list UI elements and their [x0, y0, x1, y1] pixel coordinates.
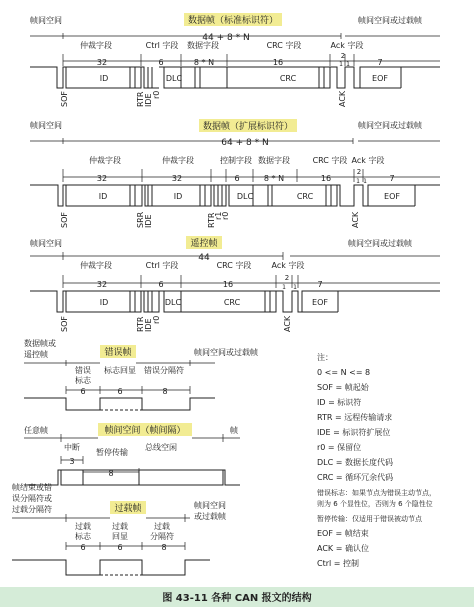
- left-label: 帧结束或错: [12, 483, 52, 492]
- notes-legend: [317, 352, 436, 568]
- bit-count: 7: [317, 280, 323, 289]
- field-label: ID: [99, 74, 109, 83]
- bit-label: RTR: [207, 212, 216, 228]
- right-label: 帧间空间或过载帧: [358, 16, 422, 25]
- ack-sub-count: 1: [282, 284, 286, 291]
- bit-count: 8: [161, 543, 167, 552]
- diagram-title: 数据帧（标准标识符）: [187, 16, 279, 26]
- bit-count: 8: [108, 469, 114, 478]
- column-label: 总线空闲: [145, 443, 177, 452]
- field-label: ID: [98, 192, 108, 201]
- bit-label: ACK: [283, 315, 292, 332]
- field-label: ID: [99, 298, 109, 307]
- left-label: 过载分隔符: [12, 505, 52, 514]
- overload-frame: [12, 482, 227, 575]
- note-line: SOF = 帧起始: [317, 383, 369, 392]
- bit-count: 6: [158, 280, 164, 289]
- group-label: Ctrl 字段: [145, 261, 179, 270]
- note-line: DLC = 数据长度代码: [317, 458, 393, 467]
- group-label: 仲裁字段: [89, 156, 121, 165]
- column-label: 标志回显: [104, 366, 136, 375]
- left-label: 任意帧: [24, 426, 48, 435]
- diagram-title: 数据帧（扩展标识符）: [202, 122, 294, 132]
- interframe-space: [24, 423, 240, 485]
- field-label: EOF: [372, 74, 388, 83]
- ack-sub-count: 1: [346, 61, 350, 68]
- group-label: 仲裁字段: [80, 41, 112, 50]
- field-label: ID: [173, 192, 183, 201]
- total-bits: 44 + 8 * N: [202, 33, 250, 43]
- bit-count: 32: [96, 280, 108, 289]
- bit-count: 6: [234, 174, 240, 183]
- ack-sub-count: 1: [339, 61, 343, 68]
- bit-count: 16: [222, 280, 234, 289]
- total-bits: 64 + 8 * N: [221, 138, 269, 148]
- bit-label: RTR: [136, 316, 145, 332]
- group-label: 仲裁字段: [80, 261, 112, 270]
- ack-sub-count: 1: [293, 284, 297, 291]
- group-label: CRC 字段: [266, 41, 302, 50]
- group-label: Ack 字段: [330, 41, 364, 50]
- right-label: 帧间空间或过载帧: [358, 121, 422, 130]
- left-label: 帧间空间: [30, 121, 62, 130]
- bit-label: ACK: [338, 90, 347, 107]
- column-label: 过载: [75, 522, 91, 531]
- note-line: r0 = 保留位: [317, 443, 362, 452]
- diagram-title: 错误帧: [104, 348, 132, 358]
- field-label: DLC: [164, 298, 182, 307]
- field-label: EOF: [312, 298, 328, 307]
- bit-count: 6: [117, 543, 123, 552]
- group-label: 控制字段: [220, 156, 252, 165]
- bit-count: 6: [117, 387, 123, 396]
- bit-label: ACK: [351, 211, 360, 228]
- diagram-title: 帧间空间（帧间隔）: [104, 426, 186, 436]
- column-label: 暂停传输: [96, 448, 128, 457]
- note-line: 暂停传输：仅适用于错误被动节点: [317, 515, 422, 523]
- column-label: 过载: [112, 522, 128, 531]
- bit-label: SOF: [60, 212, 69, 228]
- bit-count: 6: [158, 58, 164, 67]
- left-label: 数据帧或: [24, 339, 56, 348]
- diagram-title: 过载帧: [114, 504, 142, 514]
- bit-label: r0: [152, 90, 161, 99]
- note-line: EOF = 帧结束: [317, 529, 369, 538]
- group-label: Ctrl 字段: [145, 41, 179, 50]
- column-label: 分隔符: [150, 532, 174, 541]
- note-line: ID = 标识符: [317, 398, 362, 407]
- bit-label: IDE: [144, 318, 153, 332]
- error-frame: [24, 338, 259, 410]
- left-label: 遥控帧: [24, 350, 48, 359]
- note-line: IDE = 标识符扩展位: [317, 428, 391, 437]
- field-label: DLC: [165, 74, 183, 83]
- right-label: 或过载帧: [194, 512, 226, 521]
- bit-label: r0: [152, 315, 161, 324]
- note-line: 则为 6 个显性位，否则为 6 个隐性位: [317, 500, 433, 508]
- column-label: 标志: [75, 376, 91, 385]
- column-label: 标志: [75, 532, 91, 541]
- caption-text: 图 43-11 各种 CAN 报文的结构: [162, 593, 312, 604]
- notes-heading: 注：: [317, 353, 333, 362]
- bit-label: r1: [214, 211, 223, 220]
- bit-count: 6: [80, 543, 86, 552]
- bit-count: 2: [340, 52, 346, 60]
- remote-frame: [30, 236, 440, 332]
- diagram-title: 遥控帧: [190, 239, 218, 249]
- figure-caption: [0, 587, 474, 607]
- bit-label: SOF: [60, 316, 69, 332]
- data-frame-extended: [30, 119, 440, 228]
- group-label: CRC 字段: [216, 261, 252, 270]
- group-label: 仲裁字段: [162, 156, 194, 165]
- field-label: CRC: [279, 74, 297, 83]
- bit-label: SRR: [136, 211, 145, 228]
- note-line: 0 <= N <= 8: [317, 368, 371, 377]
- group-label: 数据字段: [258, 156, 290, 165]
- ack-sub-count: 1: [356, 178, 360, 185]
- group-label: Ack 字段: [271, 261, 305, 270]
- right-label: 帧: [230, 426, 238, 435]
- bit-count: 32: [96, 174, 108, 183]
- note-line: RTR = 远程传输请求: [317, 413, 393, 422]
- bit-label: IDE: [144, 214, 153, 228]
- left-label: 帧间空间: [30, 239, 62, 248]
- right-label: 帧间空间或过载帧: [348, 239, 412, 248]
- right-label: 帧间空间或过载帧: [194, 348, 258, 357]
- field-label: CRC: [296, 192, 314, 201]
- bit-label: RTR: [136, 91, 145, 107]
- left-label: 帧间空间: [30, 16, 62, 25]
- total-bits: 44: [198, 253, 210, 263]
- bit-count: 7: [389, 174, 395, 183]
- column-label: 错误分隔符: [144, 366, 184, 375]
- field-label: EOF: [384, 192, 400, 201]
- column-label: 回显: [112, 532, 128, 541]
- bit-count: 3: [69, 457, 75, 466]
- bit-count: 2: [356, 168, 362, 176]
- ack-sub-count: 1: [363, 178, 367, 185]
- bit-label: SOF: [60, 91, 69, 107]
- bit-count: 8: [162, 387, 168, 396]
- bit-count: 16: [272, 58, 284, 67]
- field-label: CRC: [223, 298, 241, 307]
- bit-count: 16: [320, 174, 332, 183]
- data-frame-standard: [30, 13, 440, 107]
- column-label: 过载: [154, 522, 170, 531]
- note-line: Ctrl = 控制: [317, 559, 360, 568]
- right-label: 帧间空间: [194, 501, 226, 510]
- group-label: 数据字段: [187, 41, 219, 50]
- group-label: Ack 字段: [351, 156, 385, 165]
- bit-count: 2: [284, 274, 290, 282]
- note-line: CRC = 循环冗余代码: [317, 473, 394, 482]
- note-line: 错误标志：如果节点为错误主动节点，: [317, 489, 436, 497]
- bit-count: 32: [171, 174, 183, 183]
- bit-count: 32: [96, 58, 108, 67]
- note-line: ACK = 确认位: [317, 544, 369, 553]
- bit-label: r0: [221, 211, 230, 220]
- bit-count: 8 * N: [263, 174, 285, 183]
- group-label: CRC 字段: [312, 156, 348, 165]
- bit-count: 8 * N: [193, 58, 215, 67]
- bit-count: 7: [377, 58, 383, 67]
- bit-label: IDE: [144, 93, 153, 107]
- field-label: DLC: [236, 192, 254, 201]
- column-label: 中断: [64, 443, 80, 452]
- column-label: 错误: [75, 366, 91, 375]
- bit-count: 6: [80, 387, 86, 396]
- left-label: 误分隔符或: [12, 494, 52, 503]
